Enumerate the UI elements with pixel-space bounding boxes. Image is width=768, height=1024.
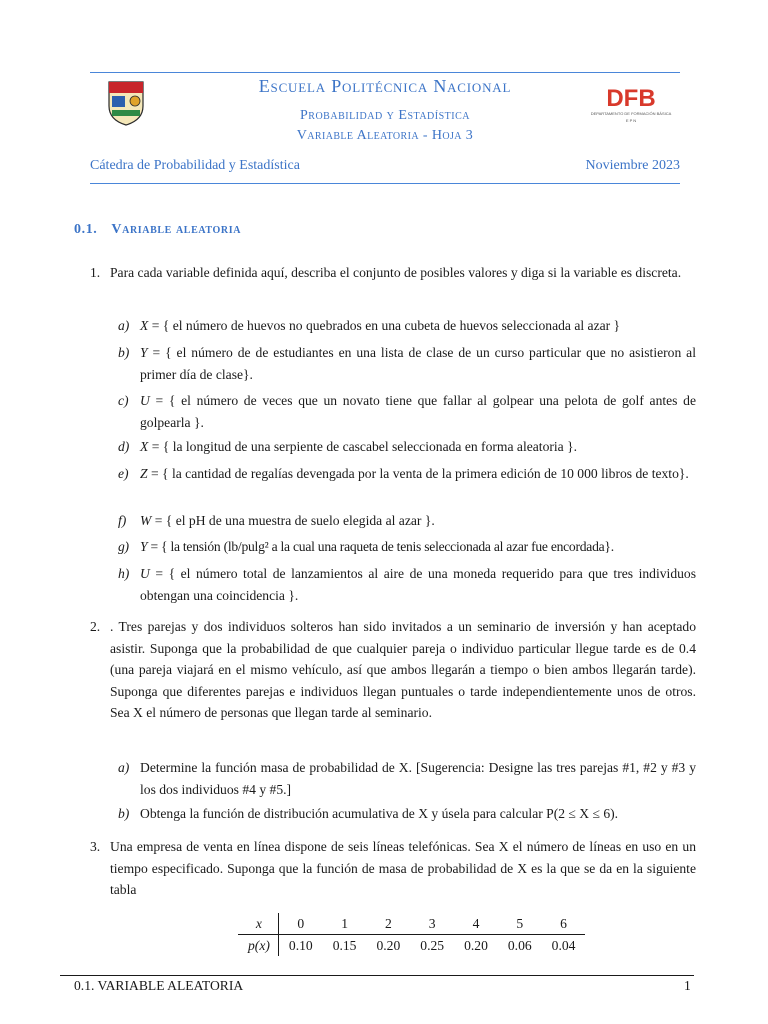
problem-text: Para cada variable definida aquí, describa el conjunto de posibles valores y diga si la variable es discreta.: [110, 265, 682, 280]
subject-title: Probabilidad y Estadística: [300, 108, 470, 123]
table-cell: 0.25: [420, 937, 445, 953]
problem-2-part-a: a) Determine la función masa de probabilidad de X. [Sugerencia: Designe las tres parejas #1, #2 y #3 y los dos individuos #4 y #5.]: [118, 760, 696, 797]
problem-1-part-b: b) Y = { el número de de estudiantes en una lista de clase de un curso particular que no asistieron al primer día de clase}.: [118, 345, 696, 382]
date-label: Noviembre 2023: [585, 158, 680, 173]
table-cell: 3: [410, 913, 454, 935]
section-number: 0.1.: [74, 222, 98, 237]
problem-3: [90, 836, 696, 901]
institution-title: Escuela Politécnica Nacional: [258, 76, 512, 96]
table-cell: 0.06: [507, 937, 532, 953]
header-bottom-rule: [90, 183, 680, 184]
problem-1-part-e: e) Z = { la cantidad de regalías devengada por la venta de la primera edición de 10 000 libros de texto}.: [118, 466, 689, 481]
table-cell: 0.15: [332, 937, 357, 953]
problem-1-part-a: a) X = { el número de huevos no quebrados en una cubeta de huevos seleccionada al azar }: [118, 318, 621, 333]
problem-text: Una empresa de venta en línea dispone de seis líneas telefónicas. Sea X el número de líneas en uso en un tiempo especificado. Suponga que la función de masa de probabilidad de X es la que se da en la siguiente tabla: [110, 839, 696, 897]
problem-number: 1.: [90, 265, 101, 280]
problem-1-part-g: g) Y = { la tensión (lb/pulg² a la cual una raqueta de tenis seleccionada al azar fue encordada}.: [118, 539, 614, 554]
problem-1-part-h: h) U = { el número total de lanzamientos al aire de una moneda requerido para que tres individuos obtengan una coincidencia }.: [118, 566, 696, 603]
problem-2-part-b: b) Obtenga la función de distribución acumulativa de X y úsela para calcular P(2 ≤ X ≤ 6).: [118, 806, 619, 821]
header-top-rule: [90, 72, 680, 73]
problem-2: [90, 616, 696, 724]
table-cell: 5: [498, 913, 542, 935]
problem-1-part-c: c) U = { el número de veces que un novato tiene que fallar al golpear una pelota de golf antes de golpearla }.: [118, 393, 696, 430]
row-label: p(x): [238, 935, 278, 957]
problem-text: . Tres parejas y dos individuos solteros han sido invitados a un seminario de inversión y han aceptado asistir. Suponga que la probabilidad de que cualquier pareja o individuo particular llegue tarde es de 0.4 (una pareja viajará en el mismo vehículo, así que ambos llegarán a tiempo o bien ambos llegarán tarde). Suponga que diferentes parejas e individuos llegan puntuales o tarde independientemente unos de otros. Sea X el número de personas que llegan tarde al seminario.: [110, 619, 696, 720]
probability-table: [238, 913, 585, 956]
section-title: Variable aleatoria: [111, 222, 242, 237]
problem-number: 2.: [90, 619, 101, 634]
dfb-logo-small: E P N: [625, 118, 637, 123]
table-cell: 2: [366, 913, 410, 935]
chair-name: Cátedra de Probabilidad y Estadística: [90, 158, 300, 173]
section-heading: [74, 222, 241, 238]
table-cell: 0.20: [464, 937, 488, 953]
row-label: x: [238, 913, 278, 935]
table-cell: 1: [323, 913, 367, 935]
table-cell: 0.04: [551, 937, 576, 953]
problem-number: 3.: [90, 839, 101, 854]
table-cell: 0.20: [376, 937, 401, 953]
footer-section: 0.1. VARIABLE ALEATORIA: [74, 978, 244, 993]
header-info-row: [90, 158, 680, 174]
table-cell: 0: [278, 913, 322, 935]
table-cell: 0.10: [288, 937, 313, 953]
problem-1: [90, 262, 696, 284]
table-cell: 4: [454, 913, 498, 935]
problem-1-part-d: d) X = { la longitud de una serpiente de cascabel seleccionada en forma aleatoria }.: [118, 439, 578, 454]
sheet-title: Variable Aleatoria - Hoja 3: [296, 128, 474, 143]
footer-rule: [60, 975, 694, 976]
dfb-logo-icon: [590, 80, 672, 126]
dfb-logo-caption: DEPARTAMENTO DE FORMACIÓN BÁSICA: [590, 111, 672, 116]
table-row: [238, 913, 585, 935]
table-cell: 6: [542, 913, 586, 935]
page-number: 1: [684, 978, 691, 993]
table-row: [238, 935, 585, 957]
problem-1-part-f: f) W = { el pH de una muestra de suelo elegida al azar }.: [118, 513, 435, 528]
dfb-logo-text: DFB: [606, 85, 656, 112]
